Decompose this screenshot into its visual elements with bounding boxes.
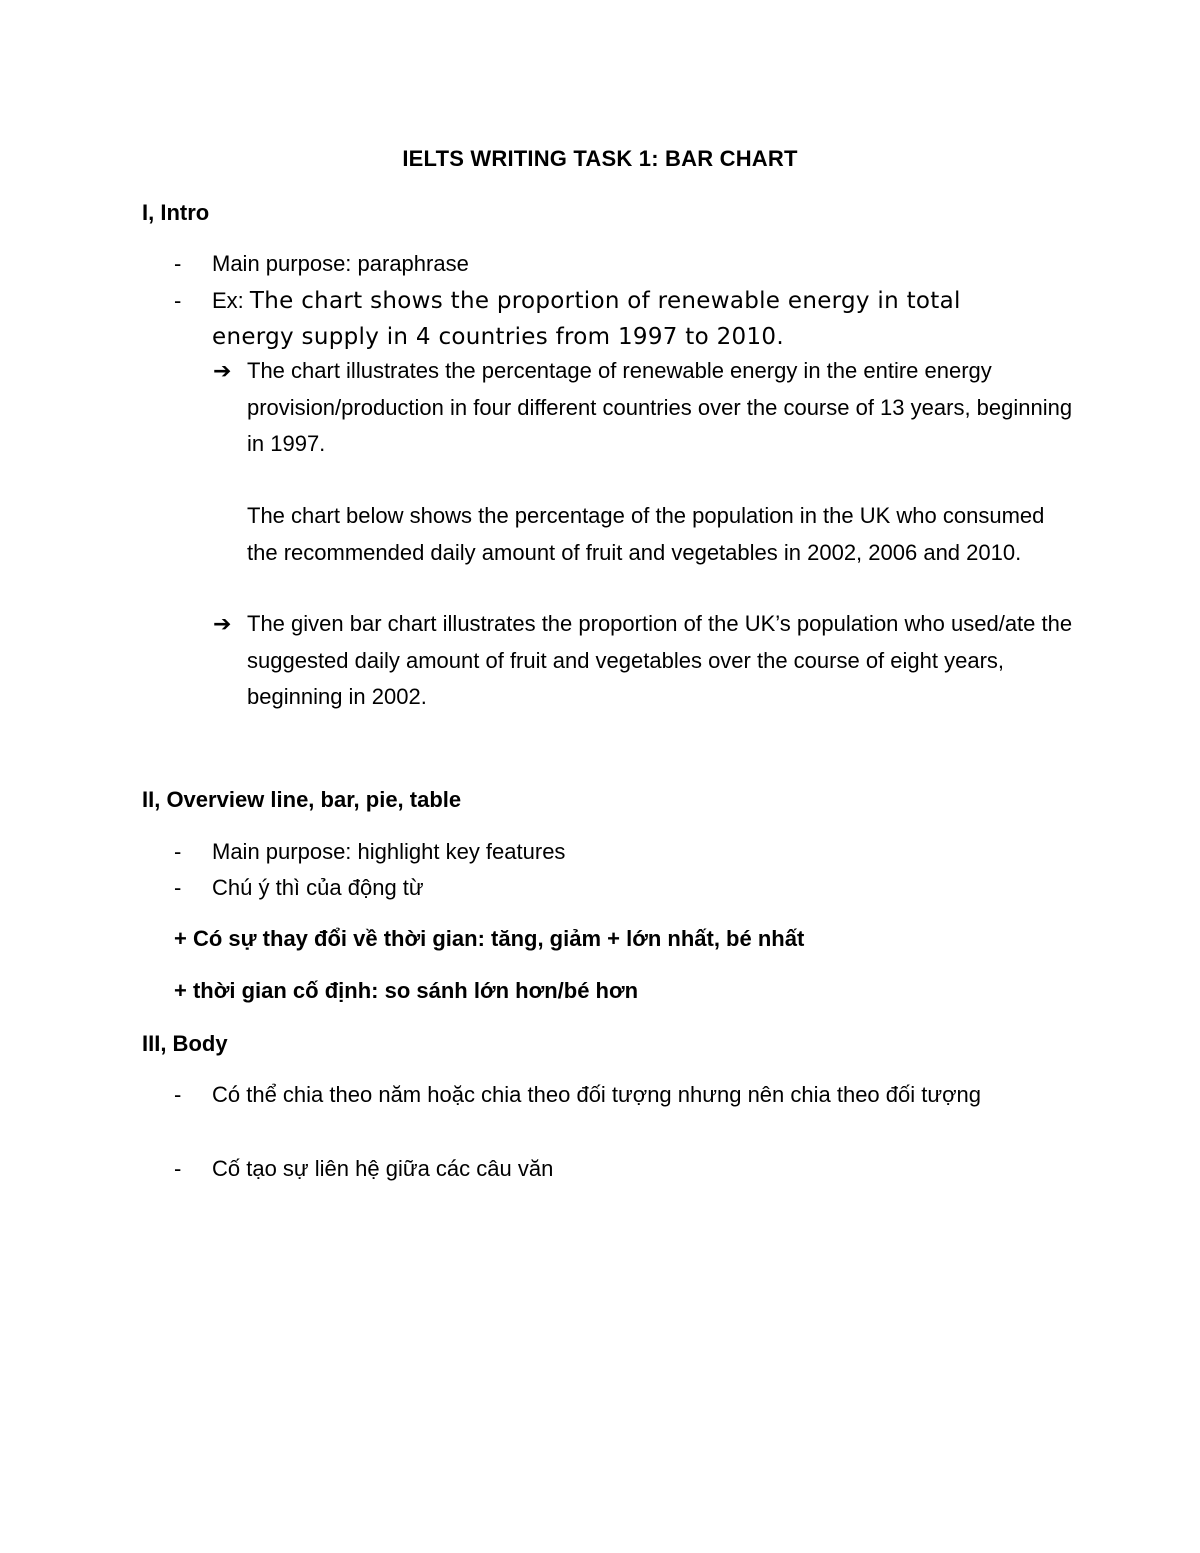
document-title: IELTS WRITING TASK 1: BAR CHART [402, 146, 798, 171]
intro-example-text [212, 283, 1042, 355]
dash-bullet: - [174, 251, 182, 276]
section-heading-body: III, Body [142, 1031, 228, 1056]
dash-bullet: - [174, 288, 182, 313]
overview-purpose-text: Main purpose: highlight key features [212, 839, 566, 864]
section-heading-overview: II, Overview line, bar, pie, table [142, 787, 462, 812]
body-item-1-text: Có thể chia theo năm hoặc chia theo đối tượng nhưng nên chia theo đối tượng [212, 1082, 981, 1107]
overview-plus-2: + thời gian cố định: so sánh lớn hơn/bé hơn [174, 978, 639, 1003]
body-item-2-text: Cố tạo sự liên hệ giữa các câu văn [212, 1156, 554, 1181]
overview-plus-1: + Có sự thay đổi về thời gian: tăng, giảm + lớn nhất, bé nhất [174, 926, 805, 951]
answer-2-text: The given bar chart illustrates the proportion of the UK’s population who used/ate the suggested daily amount of fruit and vegetables over the course of eight years, beginning in 2002. [247, 611, 1073, 709]
arrow-right-icon: ➔ [213, 358, 232, 383]
dash-bullet: - [174, 875, 182, 900]
answer-1-text: The chart illustrates the percentage of renewable energy in the entire energy provision/production in four different countries over the course of 13 years, beginning in 1997. [247, 358, 1073, 456]
example-sentence: The chart shows the proportion of renewable energy in total energy supply in 4 countries from 1997 to 2010. [212, 288, 961, 350]
example-prefix: Ex: [212, 288, 250, 313]
dash-bullet: - [174, 1156, 182, 1181]
overview-note-text: Chú ý thì của động từ [212, 875, 424, 900]
section-heading-intro: I, Intro [142, 200, 210, 225]
dash-bullet: - [174, 839, 182, 864]
dash-bullet: - [174, 1082, 182, 1107]
arrow-right-icon: ➔ [213, 611, 232, 636]
intro-example-2: The chart below shows the percentage of the population in the UK who consumed the recommended daily amount of fruit and vegetables in 2002, 2006 and 2010. [247, 503, 1045, 565]
intro-purpose-text: Main purpose: paraphrase [212, 251, 469, 276]
